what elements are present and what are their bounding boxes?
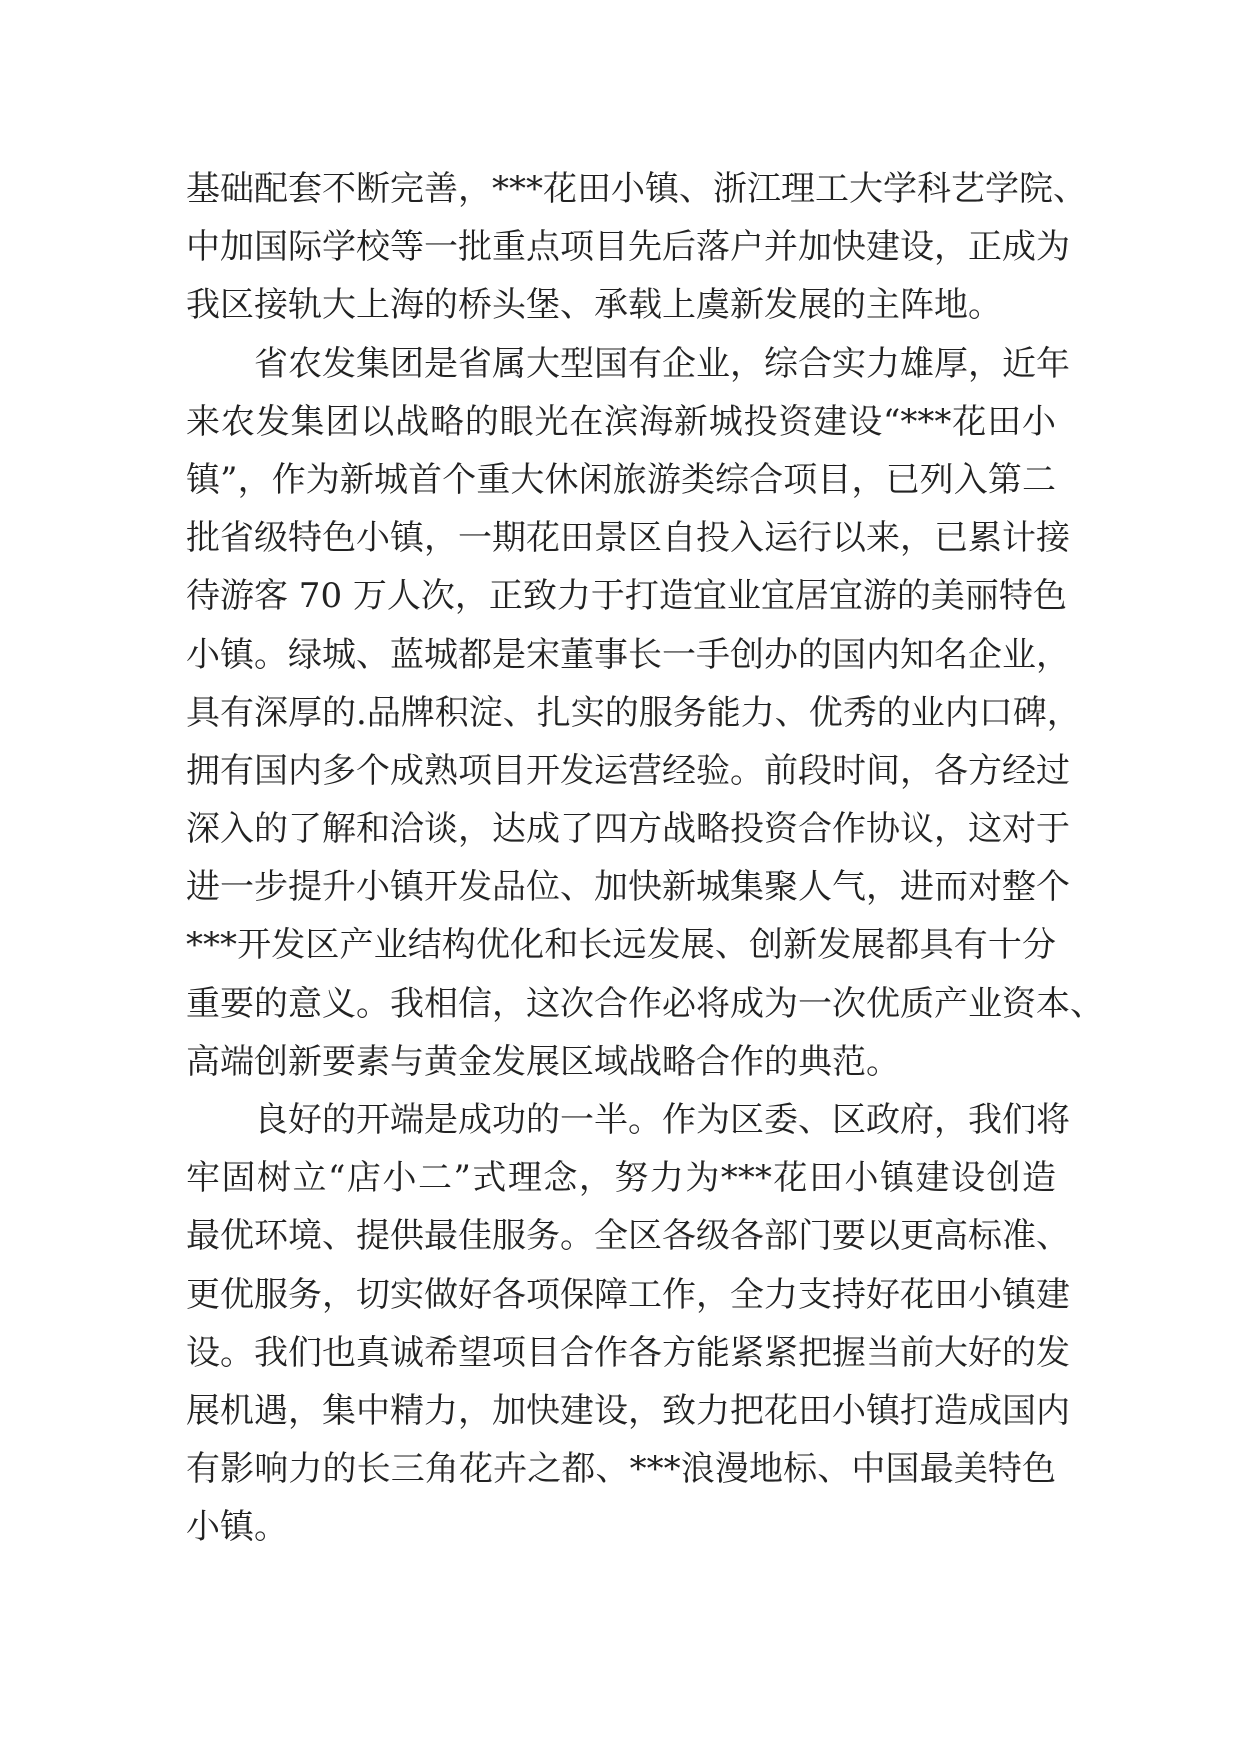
text-line: 设。我们也真诚希望项目合作各方能紧紧把握当前大好的发 <box>186 1332 1070 1373</box>
text-line: 高端创新要素与黄金发展区域战略合作的典范。 <box>186 1041 900 1082</box>
text-line: 基础配套不断完善，***花田小镇、浙江理工大学科艺学院、 <box>186 169 1087 209</box>
text-line: 来农发集团以战略的眼光在滨海新城投资建设“***花田小 <box>186 401 1056 442</box>
text-line: 牢固树立“店小二”式理念，努力为***花田小镇建设创造 <box>186 1158 1056 1199</box>
text-line: 有影响力的长三角花卉之都、***浪漫地标、中国最美特色 <box>186 1449 1056 1490</box>
body-text <box>186 160 1104 1557</box>
text-line: 中加国际学校等一批重点项目先后落户并加快建设，正成为 <box>186 227 1070 268</box>
text-line: 小镇。绿城、蓝城都是宋董事长一手创办的国内知名企业， <box>186 634 1070 675</box>
text-line: 最优环境、提供最佳服务。全区各级各部门要以更高标准、 <box>186 1216 1070 1257</box>
text-line: 展机遇，集中精力，加快建设，致力把花田小镇打造成国内 <box>186 1390 1070 1431</box>
text-line: 拥有国内多个成熟项目开发运营经验。前段时间，各方经过 <box>186 750 1070 791</box>
text-line: 更优服务，切实做好各项保障工作，全力支持好花田小镇建 <box>186 1274 1070 1315</box>
text-line: 待游客 70 万人次，正致力于打造宜业宜居宜游的美丽特色 <box>186 576 1067 617</box>
text-line: 省农发集团是省属大型国有企业，综合实力雄厚，近年 <box>186 343 1070 384</box>
text-line: 镇”，作为新城首个重大休闲旅游类综合项目，已列入第二 <box>186 459 1056 500</box>
text-line: 进一步提升小镇开发品位、加快新城集聚人气，进而对整个 <box>186 867 1070 908</box>
text-line: 良好的开端是成功的一半。作为区委、区政府，我们将 <box>186 1100 1070 1140</box>
text-line: 深入的了解和洽谈，达成了四方战略投资合作协议，这对于 <box>186 809 1070 850</box>
text-line: ***开发区产业结构优化和长远发展、创新发展都具有十分 <box>186 925 1056 966</box>
text-line: 批省级特色小镇，一期花田景区自投入运行以来，已累计接 <box>186 518 1070 559</box>
text-line: 具有深厚的.品牌积淀、扎实的服务能力、优秀的业内口碑， <box>186 692 1081 733</box>
text-line: 小镇。 <box>186 1507 288 1548</box>
text-line: 重要的意义。我相信，这次合作必将成为一次优质产业资本、 <box>186 983 1104 1024</box>
text-line: 我区接轨大上海的桥头堡、承载上虞新发展的主阵地。 <box>186 285 1002 326</box>
